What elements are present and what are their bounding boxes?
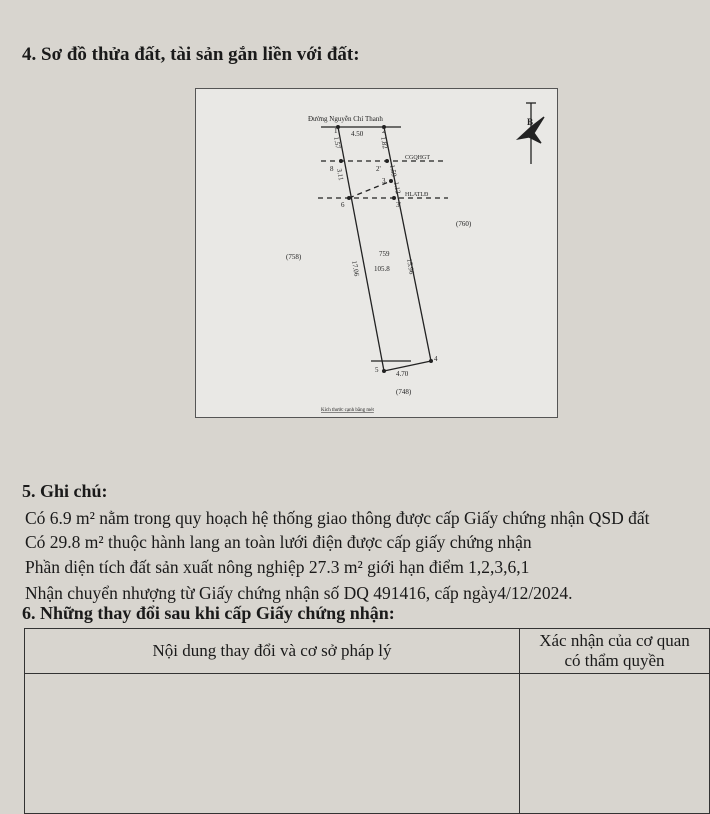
parcel-area: 105.8 bbox=[374, 265, 390, 273]
section-4-title: 4. Sơ đồ thửa đất, tài sản gắn liền với đất: bbox=[22, 44, 360, 65]
note-line: Có 6.9 m² nằm trong quy hoạch hệ thống giao thông được cấp Giấy chứng nhận QSD đất bbox=[25, 508, 650, 528]
parcel-diagram bbox=[195, 88, 558, 418]
section-5-title: 5. Ghi chú: bbox=[22, 481, 108, 501]
svg-text:1: 1 bbox=[334, 127, 338, 135]
svg-text:1.82: 1.82 bbox=[379, 135, 390, 150]
svg-text:17.06: 17.06 bbox=[350, 259, 361, 277]
parcel-number: 759 bbox=[379, 250, 390, 258]
svg-text:4.50: 4.50 bbox=[351, 130, 364, 138]
svg-text:3: 3 bbox=[382, 177, 386, 185]
svg-text:8: 8 bbox=[330, 165, 334, 173]
svg-text:3.11: 3.11 bbox=[335, 167, 345, 182]
svg-text:5: 5 bbox=[375, 366, 379, 374]
parcel-boundary bbox=[338, 127, 431, 371]
svg-text:3': 3' bbox=[396, 201, 401, 209]
svg-text:4.70: 4.70 bbox=[396, 370, 409, 378]
table-cell bbox=[25, 674, 520, 814]
note-line: Nhận chuyển nhượng từ Giấy chứng nhận số DQ 491416, cấp ngày4/12/2024. bbox=[25, 583, 573, 603]
section-6-title: 6. Những thay đổi sau khi cấp Giấy chứng nhận: bbox=[22, 603, 395, 623]
note-line: Có 29.8 m² thuộc hành lang an toàn lưới điện được cấp giấy chứng nhận bbox=[25, 532, 532, 552]
changes-table bbox=[24, 628, 710, 814]
svg-text:2': 2' bbox=[376, 165, 381, 173]
svg-text:15.96: 15.96 bbox=[405, 257, 416, 275]
svg-text:HLATLĐ: HLATLĐ bbox=[405, 192, 429, 198]
svg-text:CGQHGT: CGQHGT bbox=[405, 155, 430, 161]
diagram-caption: Kích thước cạnh bằng mét bbox=[321, 408, 374, 413]
svg-text:1.57: 1.57 bbox=[332, 135, 343, 150]
note-line: Phần diện tích đất sản xuất nông nghiệp 27.3 m² giới hạn điểm 1,2,3,6,1 bbox=[25, 557, 530, 577]
svg-text:(748): (748) bbox=[396, 388, 412, 396]
column-header-content: Nội dung thay đổi và cơ sở pháp lý bbox=[25, 629, 520, 674]
svg-text:(758): (758) bbox=[286, 253, 302, 261]
svg-text:6: 6 bbox=[341, 201, 345, 209]
north-label: B bbox=[527, 117, 534, 127]
table-cell bbox=[520, 674, 710, 814]
road-label: Đường Nguyễn Chí Thanh bbox=[308, 115, 383, 123]
svg-text:2: 2 bbox=[382, 127, 386, 135]
svg-text:1.59: 1.59 bbox=[388, 163, 399, 178]
svg-text:4: 4 bbox=[434, 355, 438, 363]
column-header-confirmation: Xác nhận của cơ quan có thẩm quyền bbox=[520, 629, 710, 674]
svg-text:(760): (760) bbox=[456, 220, 472, 228]
svg-text:1.12: 1.12 bbox=[392, 180, 403, 195]
